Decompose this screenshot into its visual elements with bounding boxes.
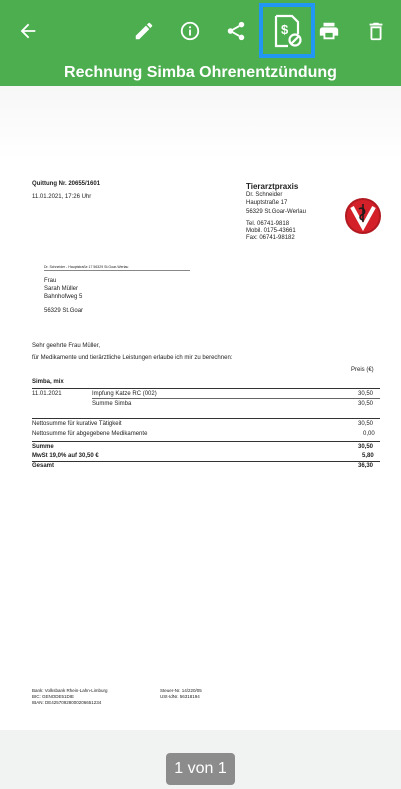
net-rule xyxy=(32,418,380,419)
total-rule xyxy=(32,461,380,462)
document-title: Rechnung Simba Ohrenentzündung xyxy=(0,62,401,86)
invoice-button[interactable] xyxy=(259,3,315,58)
share-icon xyxy=(225,20,247,42)
bank-name: Bank: Volksbank Rhein-Lahn-Limburg xyxy=(32,688,108,693)
practice-phone: Tel. 06741-9818 xyxy=(246,221,290,227)
bank-iban: IBAN: DE42570928000206651234 xyxy=(32,700,102,705)
back-arrow-icon xyxy=(17,20,39,42)
back-button[interactable] xyxy=(8,11,48,51)
line-price: 30,50 xyxy=(358,391,374,397)
total-label: Gesamt xyxy=(32,463,55,469)
practice-street: Hauptstraße 17 xyxy=(246,200,288,206)
salutation: Sehr geehrte Frau Müller, xyxy=(32,343,101,349)
practice-mobile: Mobil. 0175-43661 xyxy=(246,228,296,234)
page-indicator: 1 von 1 xyxy=(166,753,235,785)
recipient-line-4: 56329 St.Goar xyxy=(44,308,84,314)
trash-icon xyxy=(365,20,387,42)
page-top-shade xyxy=(0,86,401,160)
subtotal-value: 30,50 xyxy=(358,401,374,407)
practice-fax: Fax: 06741-98182 xyxy=(246,235,295,241)
vat-label: MwSt 19,0% auf 30,50 € xyxy=(32,453,99,459)
vet-logo-icon xyxy=(347,200,379,232)
intro-text: für Medikamente und tierärztliche Leistungen erlaube ich mir zu berechnen: xyxy=(32,355,233,361)
net-med-label: Nettosumme für abgegebene Medikamente xyxy=(32,431,148,437)
edit-button[interactable] xyxy=(124,11,164,51)
practice-city: 56329 St.Goar-Werlau xyxy=(246,209,306,215)
invoice-icon xyxy=(272,14,302,48)
share-button[interactable] xyxy=(216,11,256,51)
subtotal-rule xyxy=(92,398,380,399)
vat-id: USt-IdNr. 56318194 xyxy=(160,694,200,699)
print-icon xyxy=(318,20,340,42)
receipt-date: 11.01.2021, 17:26 Uhr xyxy=(32,194,92,200)
info-button[interactable] xyxy=(170,11,210,51)
net-med-value: 0,00 xyxy=(363,431,375,437)
bank-bic: BIC: GENODE51DIE xyxy=(32,694,75,699)
info-icon xyxy=(179,20,201,42)
recipient-line-2: Sarah Müller xyxy=(44,286,79,292)
sender-underline xyxy=(44,270,190,271)
price-header: Preis (€) xyxy=(351,367,374,373)
app-toolbar xyxy=(0,0,401,62)
sum-rule xyxy=(32,441,380,442)
pencil-icon xyxy=(133,20,155,42)
practice-logo xyxy=(345,198,381,234)
line-description: Impfung Katze RC (002) xyxy=(92,391,157,397)
practice-doctor: Dr. Schneider xyxy=(246,192,283,198)
net-cure-label: Nettosumme für kurative Tätigkeit xyxy=(32,421,122,427)
print-button[interactable] xyxy=(309,11,349,51)
recipient-line-3: Bahnhofweg 5 xyxy=(44,294,83,300)
tax-number: Steuer-Nr. 14/220/05 xyxy=(160,688,202,693)
svg-text:$: $ xyxy=(281,21,289,37)
vat-value: 5,80 xyxy=(362,453,374,459)
delete-button[interactable] xyxy=(356,11,396,51)
sum-label: Summe xyxy=(32,444,54,450)
patient-name: Simba, mix xyxy=(32,379,64,385)
net-cure-value: 30,50 xyxy=(358,421,374,427)
total-value: 36,30 xyxy=(358,463,374,469)
practice-name: Tierarztpraxis xyxy=(246,182,299,191)
sum-value: 30,50 xyxy=(358,444,374,450)
subtotal-label: Summe Simba xyxy=(92,401,132,407)
recipient-line-1: Frau xyxy=(44,278,57,284)
sender-line: Dr. Schneider - Hauptstraße 17 56329 St.Goar-Werlau xyxy=(44,265,129,269)
table-rule-top xyxy=(32,388,380,389)
line-date: 11.01.2021 xyxy=(32,391,62,397)
receipt-number: Quittung Nr. 20655/1601 xyxy=(32,181,101,187)
